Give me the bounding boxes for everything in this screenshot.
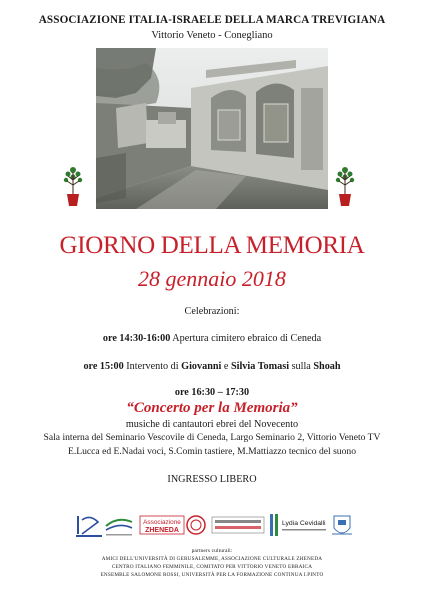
event-line-3 [0, 387, 424, 398]
zheneda-logo-line1: Associazione [143, 519, 181, 526]
lydia-logo-text: Lydia Cevidalli [282, 520, 326, 527]
speaker-2: Silvia Tomasi [230, 361, 290, 372]
university-logo-icon [76, 516, 102, 537]
zheneda-logo-icon [140, 516, 184, 534]
event-2-text-a: Intervento di [123, 361, 182, 372]
crest-logo-icon [332, 516, 352, 534]
event-line-1 [0, 333, 424, 344]
cemetery-photo [96, 48, 328, 209]
salomone-rossi-logo-icon [187, 516, 205, 534]
plant-left-icon [62, 160, 84, 210]
association-name: ASSOCIAZIONE ITALIA-ISRAELE DELLA MARCA TREVIGIANA [38, 14, 386, 26]
speaker-1: Giovanni [181, 361, 222, 372]
partners-label: partners culturali: [191, 548, 233, 554]
event-1-time: ore 14:30-16:00 [102, 333, 171, 344]
zheneda-logo-line2: ZHENEDA [145, 527, 179, 534]
admission-text: INGRESSO LIBERO [167, 474, 257, 485]
association-cities: Vittorio Veneto - Conegliano [151, 30, 273, 41]
plant-right-icon [334, 160, 356, 210]
lydia-logo-icon [270, 514, 326, 536]
partners-line-2: CENTRO ITALIANO FEMMINILE, COMITATO PER VITTORIO VENETO EBRAICA [111, 564, 313, 570]
cif-logo-icon [106, 520, 132, 536]
concert-title: “Concerto per la Memoria” [126, 400, 298, 416]
partners-line-1: AMICI DELL'UNIVERSITÀ DI GERUSALEMME, ASSOCIAZIONE CULTURALE ZHENEDA [101, 556, 323, 562]
partners-line-3: ENSEMBLE SALOMONE ROSSI, UNIVERSITÀ PER LA FORMAZIONE CONTINUA I.PINTO [100, 572, 324, 578]
concert-venue: Sala interna del Seminario Vescovile di Ceneda, Largo Seminario 2, Vittorio Veneto TV [43, 432, 381, 443]
partner-logos [70, 508, 360, 542]
event-1-text: Apertura cimitero ebraico di Ceneda [170, 333, 322, 344]
concert-performers: E.Lucca ed E.Nadai voci, S.Comin tastiere, M.Mattiazzo tecnico del suono [68, 446, 356, 457]
event-line-2 [0, 361, 424, 372]
event-2-topic: Shoah [313, 361, 341, 372]
event-date: 28 gennaio 2018 [138, 266, 286, 291]
concert-subtitle: musiche di cantautori ebrei del Novecento [125, 419, 299, 430]
event-3-time: ore 16:30 – 17:30 [174, 387, 250, 398]
event-2-text-b: e [221, 361, 231, 372]
comitato-logo-icon [212, 517, 264, 533]
event-2-text-c: sulla [289, 361, 314, 372]
celebrations-label: Celebrazioni: [184, 306, 240, 317]
event-2-time: ore 15:00 [83, 361, 124, 372]
page-title: GIORNO DELLA MEMORIA [59, 232, 365, 259]
